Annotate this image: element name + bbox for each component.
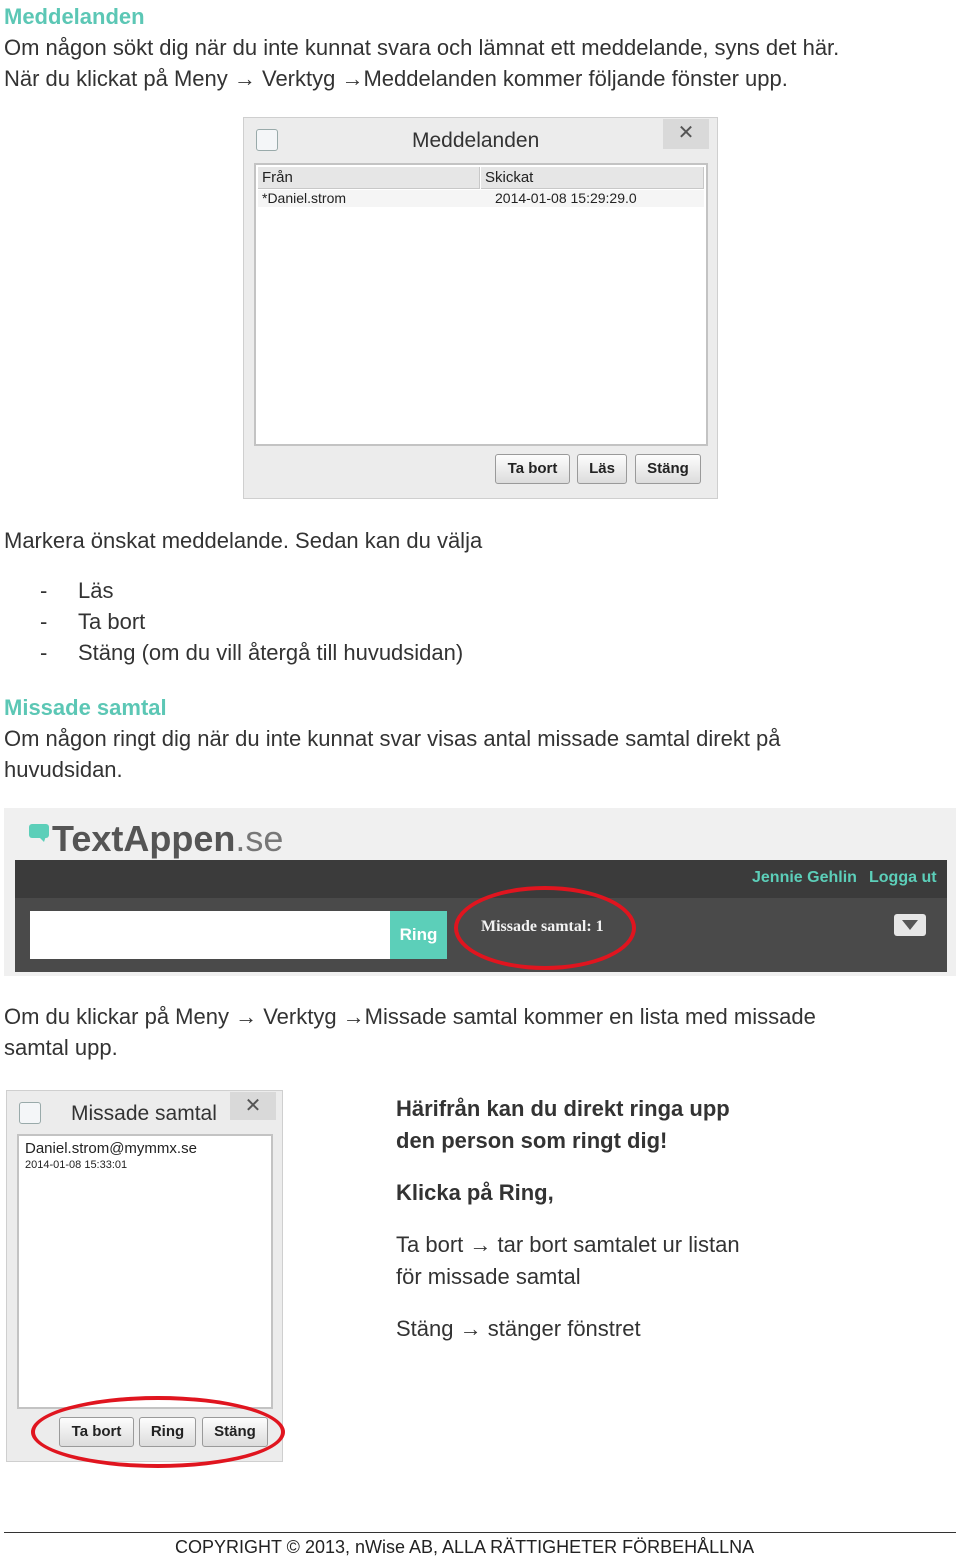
side-bold-line-1: Härifrån kan du direkt ringa upp — [396, 1096, 730, 1121]
highlight-ellipse — [454, 886, 636, 970]
dropdown-button[interactable] — [894, 914, 926, 936]
copyright-text: COPYRIGHT © 2013, nWise AB, ALLA RÄTTIGHETER FÖRBEHÅLLNA — [175, 1537, 755, 1557]
ring-button[interactable]: Ring — [139, 1417, 196, 1447]
list-item: - Ta bort — [40, 609, 146, 634]
list-item: - Stäng (om du vill återgå till huvudsidan) — [40, 640, 464, 665]
intro-line-1: Om någon sökt dig när du inte kunnat svara och lämnat ett meddelande, syns det här. — [4, 35, 840, 60]
messages-dialog — [243, 117, 718, 499]
list-item[interactable] — [21, 1138, 269, 1172]
row-sent: 2014-01-08 15:29:29.0 — [495, 190, 637, 206]
logout-link[interactable]: Logga ut — [869, 869, 937, 886]
chat-bubble-tail-icon — [38, 836, 46, 842]
option-read: Läs — [78, 578, 114, 603]
missed-list-line-1: Om du klickar på Meny → Verktyg →Missade samtal kommer en lista med missade — [4, 1004, 816, 1029]
missed-intro-line-1: Om någon ringt dig när du inte kunnat svar visas antal missade samtal direkt på — [4, 726, 781, 751]
missed-calls-list — [17, 1134, 273, 1409]
option-close: Stäng (om du vill återgå till huvudsidan) — [78, 640, 464, 665]
call-time: 2014-01-08 15:33:01 — [25, 1159, 128, 1171]
chevron-down-icon — [902, 920, 918, 930]
missed-list-line-2: samtal upp. — [4, 1035, 118, 1060]
side-delete-line-1: Ta bort → tar bort samtalet ur listan — [396, 1232, 740, 1257]
select-message-intro: Markera önskat meddelande. Sedan kan du välja — [4, 528, 483, 553]
java-icon — [19, 1102, 41, 1124]
user-name-link[interactable]: Jennie Gehlin — [752, 869, 857, 886]
logo-suffix: .se — [235, 818, 284, 859]
delete-button[interactable]: Ta bort — [495, 454, 570, 484]
missed-intro-line-2: huvudsidan. — [4, 757, 123, 782]
table-row[interactable] — [258, 190, 704, 207]
side-delete-line-2: för missade samtal — [396, 1264, 581, 1289]
close-button[interactable]: Stäng — [635, 454, 701, 484]
dialog-title: Meddelanden — [412, 129, 540, 152]
close-button[interactable]: Stäng — [202, 1417, 268, 1447]
section-heading-meddelanden: Meddelanden — [4, 4, 145, 29]
footer-divider — [4, 1532, 956, 1533]
textappen-logo — [52, 818, 283, 860]
highlight-ellipse — [31, 1396, 285, 1468]
dialog-title: Missade samtal — [71, 1102, 217, 1125]
close-icon[interactable]: ✕ — [663, 119, 709, 149]
side-close-line: Stäng → stänger fönstret — [396, 1316, 641, 1341]
column-header-sent[interactable]: Skickat — [481, 167, 704, 189]
textappen-top-bar — [15, 860, 947, 898]
side-bold-line-3: Klicka på Ring, — [396, 1180, 554, 1205]
messages-table — [254, 163, 708, 446]
missed-calls-counter[interactable]: Missade samtal: 1 — [481, 918, 604, 935]
phone-number-input[interactable] — [30, 911, 390, 959]
read-button[interactable]: Läs — [577, 454, 627, 484]
logo-main: TextAppen — [52, 818, 236, 859]
java-icon — [256, 129, 278, 151]
delete-button[interactable]: Ta bort — [59, 1417, 134, 1447]
column-header-from[interactable]: Från — [258, 167, 480, 189]
option-delete: Ta bort — [78, 609, 146, 634]
close-icon[interactable]: ✕ — [230, 1092, 276, 1120]
row-from: *Daniel.strom — [262, 190, 347, 206]
intro-line-2: När du klickat på Meny → Verktyg →Meddelanden kommer följande fönster upp. — [4, 66, 788, 91]
side-bold-line-2: den person som ringt dig! — [396, 1128, 668, 1153]
section-heading-missade-samtal: Missade samtal — [4, 695, 167, 720]
list-item: - Läs — [40, 578, 114, 603]
ring-button[interactable]: Ring — [390, 911, 447, 959]
textappen-screenshot — [4, 808, 956, 976]
caller-name: Daniel.strom@mymmx.se — [25, 1140, 197, 1157]
